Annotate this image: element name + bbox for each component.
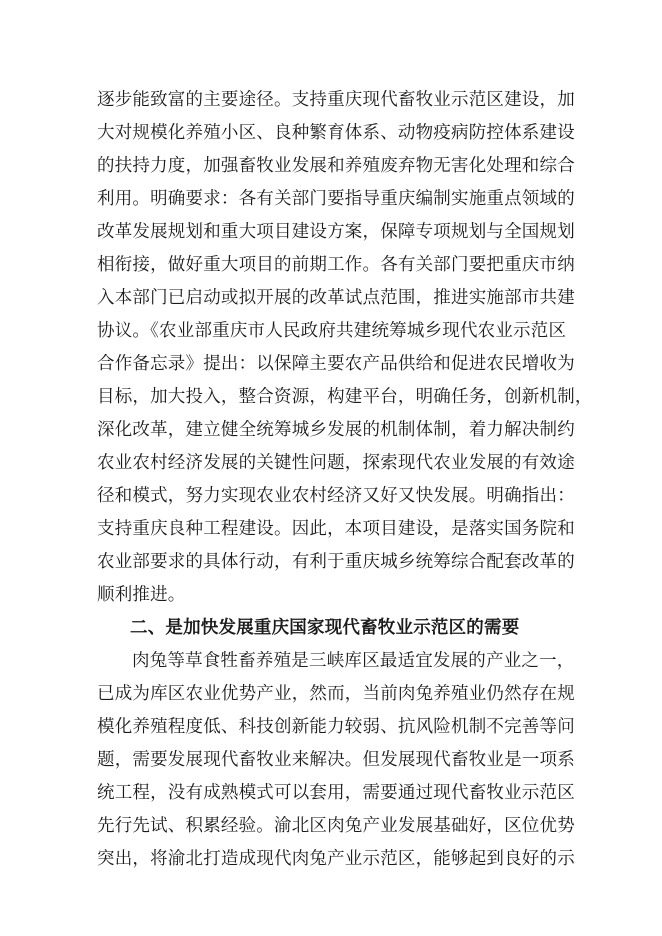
paragraph-line: 突出，将渝北打造成现代肉兔产业示范区，能够起到良好的示	[97, 849, 575, 869]
paragraph-line: 相衔接，做好重大项目的前期工作。各有关部门要把重庆市纳	[97, 255, 575, 275]
paragraph-line: 统工程，没有成熟模式可以套用，需要通过现代畜牧业示范区	[97, 783, 575, 803]
paragraph-line: 肉兔等草食牲畜养殖是三峡库区最适宜发展的产业之一，	[132, 651, 575, 671]
section-heading: 二、是加快发展重庆国家现代畜牧业示范区的需要	[130, 618, 520, 638]
paragraph-line: 的扶持力度，加强畜牧业发展和养殖废弃物无害化处理和综合	[97, 156, 575, 176]
paragraph-line: 顺利推进。	[97, 585, 186, 605]
paragraph-line: 先行先试、积累经验。渝北区肉兔产业发展基础好，区位优势	[97, 816, 575, 836]
paragraph-line: 逐步能致富的主要途径。支持重庆现代畜牧业示范区建设，加	[97, 90, 575, 110]
paragraph-line: 农业农村经济发展的关键性问题，探索现代农业发展的有效途	[97, 453, 575, 473]
paragraph-line: 支持重庆良种工程建设。因此，本项目建设，是落实国务院和	[97, 519, 575, 539]
paragraph-line: 合作备忘录》提出：以保障主要农产品供给和促进农民增收为	[97, 354, 575, 374]
paragraph-line: 题，需要发展现代畜牧业来解决。但发展现代畜牧业是一项系	[97, 750, 575, 770]
paragraph-line: 模化养殖程度低、科技创新能力较弱、抗风险机制不完善等问	[97, 717, 575, 737]
paragraph-line: 径和模式，努力实现农业农村经济又好又快发展。明确指出：	[97, 486, 575, 506]
paragraph-line: 改革发展规划和重大项目建设方案，保障专项规划与全国规划	[97, 222, 575, 242]
paragraph-line: 农业部要求的具体行动，有利于重庆城乡统筹综合配套改革的	[97, 552, 575, 572]
paragraph-line: 大对规模化养殖小区、良种繁育体系、动物疫病防控体系建设	[97, 123, 575, 143]
paragraph-line: 入本部门已启动或拟开展的改革试点范围，推进实施部市共建	[97, 288, 575, 308]
paragraph-line: 已成为库区农业优势产业，然而，当前肉兔养殖业仍然存在规	[97, 684, 575, 704]
paragraph-line: 协议。《农业部重庆市人民政府共建统筹城乡现代农业示范区	[97, 321, 567, 341]
paragraph-line: 深化改革，建立健全统筹城乡发展的机制体制，着力解决制约	[97, 420, 575, 440]
paragraph-line: 利用。明确要求：各有关部门要指导重庆编制实施重点领域的	[97, 189, 575, 209]
paragraph-line: 目标，加大投入，整合资源，构建平台，明确任务，创新机制，	[97, 387, 593, 407]
